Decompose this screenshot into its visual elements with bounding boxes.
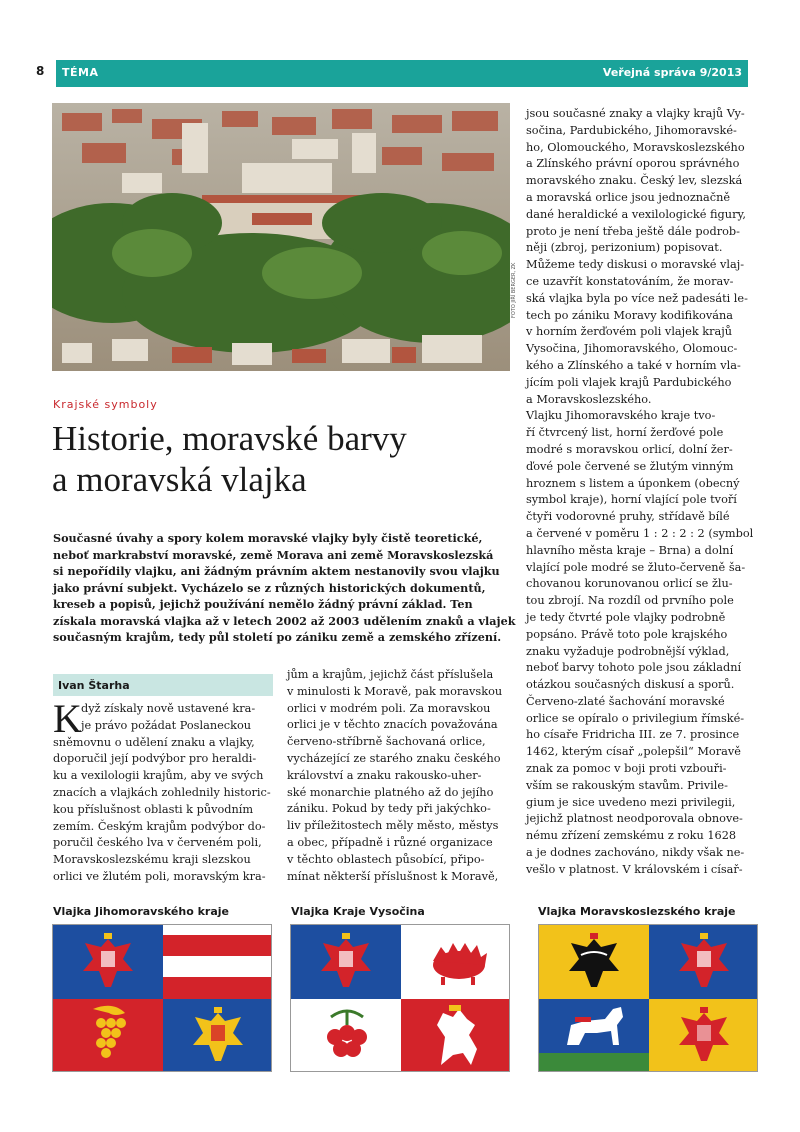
article-title <box>52 418 507 500</box>
title-line: Historie, moravské barvy <box>52 419 407 458</box>
drop-cap: K <box>53 696 82 741</box>
body-line: popsáno. Právě toto pole krajského <box>526 627 728 641</box>
aerial-city-photo <box>52 103 510 371</box>
lead-line: současným krajům, tedy půl století po zániku země a zemského zřízení. <box>53 630 502 644</box>
body-line: a je dodnes zachováno, nikdy však ne- <box>526 846 745 860</box>
body-line: kého a Zlínského a také v horním vla- <box>526 358 741 372</box>
body-line: dané heraldické a vexilologické figury, <box>526 207 746 221</box>
body-line: a obec, případně i různé organizace <box>287 835 493 849</box>
article-kicker: Krajské symboly <box>53 398 158 411</box>
lead-line: si nepořídily vlajku, ani žádným právním aktem nestanovily svou vlajku <box>53 564 500 578</box>
body-line: moravského znaku. Český lev, slezská <box>526 174 743 188</box>
body-line: ří čtvrcený list, horní žerďové pole <box>526 426 724 440</box>
body-line: orlice se opíralo o privilegium římské- <box>526 711 745 725</box>
body-line: vším se rakouským stavům. Privile- <box>526 778 728 792</box>
body-line: chovanou korunovanou orlicí se žlu- <box>526 577 733 591</box>
body-line: Můžeme tedy diskusi o moravské vlaj- <box>526 258 745 272</box>
flag-jihomoravsky <box>52 924 272 1072</box>
body-line: ho, Olomouckého, Moravskoslezského <box>526 140 745 154</box>
body-line: ho císaře Fridricha III. ze 7. prosince <box>526 728 740 742</box>
flag-moravskoslezsky <box>538 924 758 1072</box>
flag-caption: Vlajka Kraje Vysočina <box>291 905 425 918</box>
body-line: Červeno-zlaté šachování moravské <box>526 694 725 708</box>
author-name: Ivan Štarha <box>58 679 130 692</box>
body-line: vycházející ze starého znaku českého <box>287 751 501 765</box>
body-line: hroznem s listem a úponkem (obecný <box>526 476 740 490</box>
body-line: nému zřízení zemskému z roku 1628 <box>526 829 737 843</box>
body-line: modré s moravskou orlicí, dolní žer- <box>526 442 733 456</box>
body-line: sočina, Pardubického, Jihomoravské- <box>526 123 737 137</box>
body-line: jům a krajům, jejichž část příslušela <box>287 668 494 681</box>
body-line: jsou současné znaky a vlajky krajů Vy- <box>526 107 745 120</box>
body-line: a moravská orlice jsou jednoznačně <box>526 190 731 204</box>
page-number: 8 <box>36 64 45 78</box>
body-line: a Moravskoslezského. <box>526 392 652 406</box>
body-line: království a znaku rakousko-uher- <box>287 768 482 782</box>
body-line: ku a vexilologii krajům, aby ve svých <box>53 769 264 783</box>
body-line: dyž získaly nově ustavené kra- <box>81 702 256 715</box>
body-line: ská vlajka byla po více než padesáti le- <box>526 291 748 305</box>
body-line: v minulosti k Moravě, pak moravskou <box>287 684 503 698</box>
lead-line: jako právní subjekt. Vycházelo se z různých historických dokumentů, <box>53 580 486 595</box>
body-line: sněmovnu o udělení znaku a vlajky, <box>53 735 255 749</box>
body-column-3 <box>526 106 754 879</box>
article-lead <box>53 530 516 646</box>
body-line: znak za pomoc v boji proti vzbouři- <box>526 762 727 776</box>
body-line: vešlo v platnost. V královském i císař- <box>526 862 743 876</box>
body-line: tou zbrojí. Na rozdíl od prvního pole <box>526 594 734 608</box>
body-line: orlici v modrém poli. Za moravskou <box>287 701 491 715</box>
body-line: znacích a vlajkách zohlednily historic- <box>53 785 271 799</box>
body-line: neboť barvy tohoto pole jsou základní <box>526 661 742 675</box>
body-line: je právo požádat Poslaneckou <box>81 718 252 732</box>
body-line: proto je není třeba ještě dále podrob- <box>526 224 740 238</box>
body-line: v těchto oblastech působící, připo- <box>287 852 485 866</box>
body-line: vlající pole modré se žluto-červeně ša- <box>526 560 746 574</box>
body-line: jejichž platnost neodporovala obnove- <box>526 812 743 826</box>
flag-caption: Vlajka Jihomoravského kraje <box>53 905 229 918</box>
flag-vysocina <box>290 924 510 1072</box>
body-line: ce uzavřít konstatováním, že morav- <box>526 274 734 288</box>
body-line: a Zlínského právní oporou správného <box>526 157 740 171</box>
body-line: poručil českého lva v červeném poli, <box>53 836 262 850</box>
body-line: doporučil její podvýbor pro heraldi- <box>53 752 257 766</box>
body-line: v horním žerďovém poli vlajek krajů <box>526 325 733 339</box>
lead-line: Současné úvahy a spory kolem moravské vlajky byly čistě teoretické, <box>53 531 483 545</box>
body-line: znaku vyžaduje podrobnější výklad, <box>526 644 730 658</box>
body-line: Vysočina, Jihomoravského, Olomouc- <box>526 342 738 356</box>
body-line: je tedy čtvrté pole vlajky podrobně <box>526 610 726 624</box>
body-column-1 <box>53 696 275 886</box>
body-line: zániku. Pokud by tedy při jakýchko- <box>287 802 491 816</box>
lead-line: získala moravská vlajka až v letech 2002 až 2003 udělením znaků a vlajek <box>53 613 516 628</box>
body-line: něji (zbroj, perizonium) popisovat. <box>526 241 723 255</box>
body-line: zemím. Českým krajům podvýbor do- <box>53 819 266 833</box>
photo-credit: FOTO JIŘÍ BERGER, ZK <box>511 262 517 318</box>
body-line: Moravskoslezskému kraji slezskou <box>53 853 251 867</box>
body-line: Vlajku Jihomoravského kraje tvo- <box>526 409 716 423</box>
lead-line: kreseb a popisů, jejichž používání nemělo žádný právní základ. Ten <box>53 597 473 611</box>
magazine-issue: Veřejná správa 9/2013 <box>602 66 742 79</box>
title-line: a moravská vlajka <box>52 460 307 499</box>
body-line: čtyři vodorovné pruhy, střídavě bílé <box>526 510 730 524</box>
body-line: hlavního města kraje – Brna) a dolní <box>526 543 734 557</box>
body-line: ské monarchie platného až do jejího <box>287 785 494 799</box>
lead-line: neboť markrabství moravské, země Morava ani země Moravskoslezská <box>53 547 494 562</box>
body-line: liv příležitostech měly město, městys <box>287 819 499 833</box>
body-line: orlici je v těchto znacích považována <box>287 718 498 732</box>
body-line: kou příslušnost oblasti k původním <box>53 802 254 816</box>
body-line: červeno-stříbrně šachovaná orlice, <box>287 735 486 749</box>
body-column-2 <box>287 667 509 885</box>
body-line: jícím poli vlajek krajů Pardubického <box>526 375 732 389</box>
body-line: otázkou současných diskusí a sporů. <box>526 678 735 692</box>
body-line: ďové pole červené se žlutým vinným <box>526 459 734 473</box>
body-line: mínat některší příslušnost k Moravě, <box>287 869 499 883</box>
body-line: a červené v poměru 1 : 2 : 2 : 2 (symbol <box>526 526 754 540</box>
body-line: tech po zániku Moravy kodifikována <box>526 308 733 322</box>
body-line: orlici ve žlutém poli, moravským kra- <box>53 869 266 883</box>
body-line: 1462, kterým císař „polepšil“ Moravě <box>526 745 741 759</box>
body-line: symbol kraje), horní vlající pole tvoří <box>526 493 737 507</box>
flag-caption: Vlajka Moravskoslezského kraje <box>538 905 736 918</box>
body-line: gium je sice uvedeno mezi privilegii, <box>526 795 736 809</box>
section-tag: TÉMA <box>62 66 99 79</box>
